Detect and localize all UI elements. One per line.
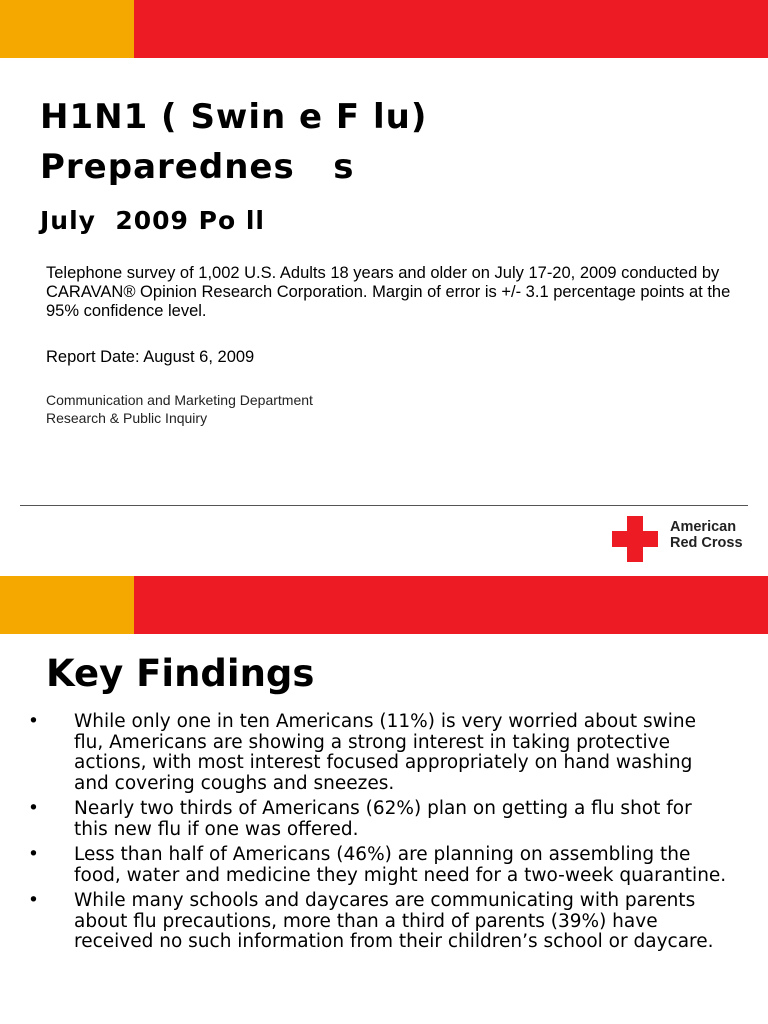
- slide-subtitle: July 2009 Po ll: [40, 206, 265, 235]
- finding-text: While only one in ten Americans (11%) is very worried about swine flu, Americans are showing a strong interest in taking protective actions, with most interest focused appropriately on hand washing and covering coughs and sneezes.: [74, 711, 697, 794]
- bullet-icon: •: [28, 711, 39, 732]
- title-line-2: Preparednes s: [40, 147, 355, 187]
- department-line-1: Communication and Marketing Department: [46, 392, 313, 408]
- logo-line-2: Red Cross: [670, 535, 743, 551]
- cross-vertical-bar: [627, 516, 643, 562]
- header-band: [0, 576, 768, 634]
- finding-text: Nearly two thirds of Americans (62%) plan on getting a flu shot for this new flu if one was offered.: [74, 798, 692, 840]
- slide-title: [40, 92, 427, 192]
- finding-item: [28, 891, 728, 953]
- findings-list: [28, 712, 728, 958]
- footer-divider: [20, 505, 748, 506]
- survey-description: Telephone survey of 1,002 U.S. Adults 18 years and older on July 17-20, 2009 conducted by CARAVAN® Opinion Research Corporation. Margin of error is +/- 3.1 percentage points at the 95% confidence level.: [46, 264, 731, 320]
- gold-band-block: [0, 576, 134, 634]
- logo-wordmark: [670, 519, 760, 551]
- gold-band-block: [0, 0, 134, 58]
- finding-item: [28, 845, 728, 886]
- bullet-icon: •: [28, 798, 39, 819]
- red-band-block: [134, 576, 768, 634]
- red-cross-icon: [612, 516, 658, 562]
- report-date: Report Date: August 6, 2009: [46, 348, 255, 366]
- key-findings-slide: [0, 576, 768, 1024]
- department-info: [46, 391, 313, 427]
- title-line-1: H1N1 ( Swin e F lu): [40, 97, 428, 137]
- key-findings-title: Key Findings: [46, 652, 315, 695]
- logo-line-1: American: [670, 519, 737, 535]
- finding-item: [28, 799, 728, 840]
- red-band-block: [134, 0, 768, 58]
- bullet-icon: •: [28, 844, 39, 865]
- finding-item: [28, 712, 728, 794]
- finding-text: Less than half of Americans (46%) are planning on assembling the food, water and medicine they might need for a two-week quarantine.: [74, 844, 727, 886]
- finding-text: While many schools and daycares are communicating with parents about flu precautions, more than a third of parents (39%) have received no such information from their children’s school or daycare.: [74, 890, 714, 952]
- header-band: [0, 0, 768, 58]
- department-line-2: Research & Public Inquiry: [46, 410, 208, 426]
- american-red-cross-logo: [612, 516, 752, 562]
- bullet-icon: •: [28, 890, 39, 911]
